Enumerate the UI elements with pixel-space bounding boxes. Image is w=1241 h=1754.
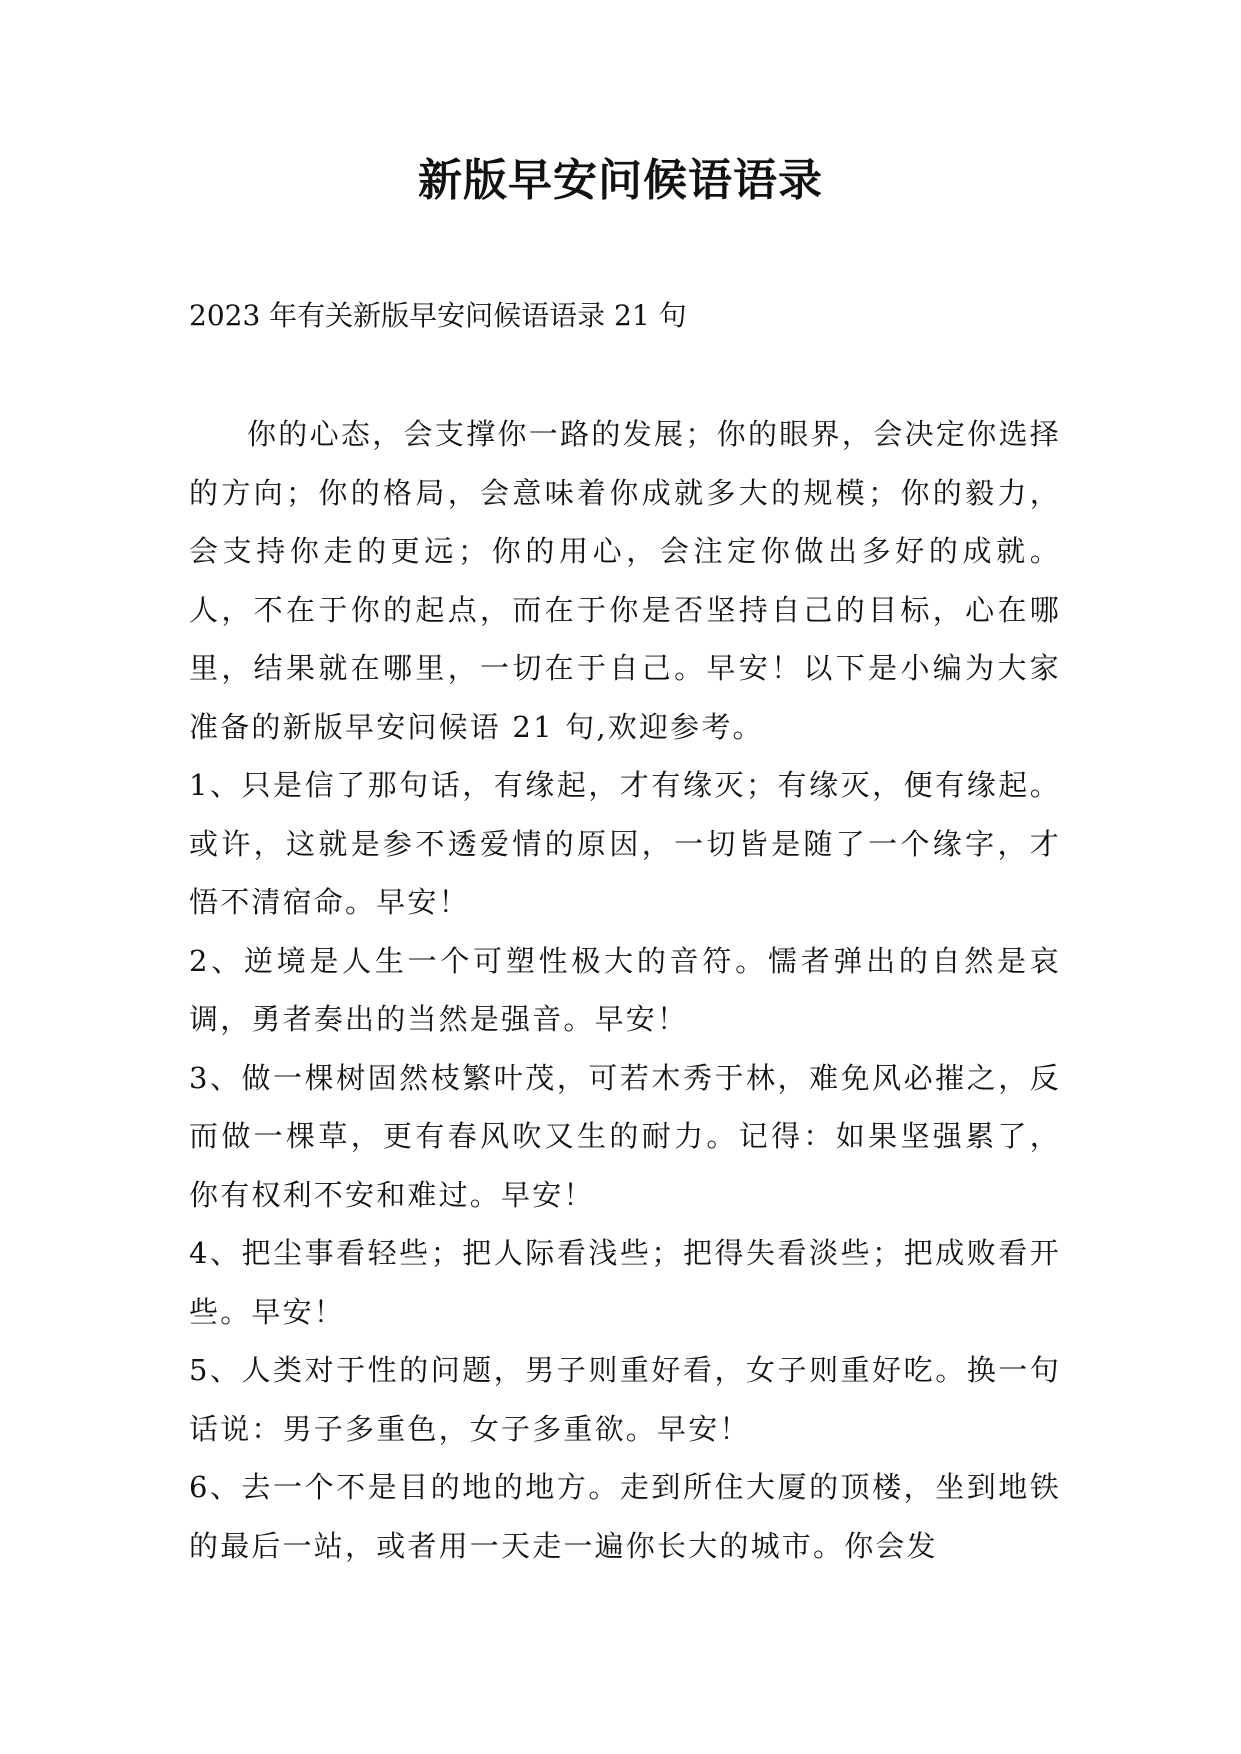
- quote-item-3: 3、做一棵树固然枝繁叶茂，可若木秀于林，难免风必摧之，反而做一棵草，更有春风吹又生的耐力。记得：如果坚强累了，你有权利不安和难过。早安！: [189, 1060, 1061, 1212]
- quote-item-4: 4、把尘事看轻些；把人际看浅些；把得失看淡些；把成败看开些。早安！: [189, 1236, 1061, 1329]
- document-title: 新版早安问候语语录: [418, 155, 823, 206]
- quote-item-2: 2、逆境是人生一个可塑性极大的音符。懦者弹出的自然是哀调，勇者奏出的当然是强音。早安！: [189, 943, 1061, 1036]
- document-body: [189, 405, 1061, 1575]
- intro-paragraph: 你的心态，会支撑你一路的发展；你的眼界，会决定你选择的方向；你的格局，会意味着你成就多大的规模；你的毅力，会支持你走的更远；你的用心，会注定你做出多好的成就。人，不在于你的起点，而在于你是否坚持自己的目标，心在哪里，结果就在哪里，一切在于自己。早安！以下是小编为大家准备的新版早安问候语 21 句,欢迎参考。: [189, 417, 1061, 744]
- quote-item-1: 1、只是信了那句话，有缘起，才有缘灭；有缘灭，便有缘起。或许，这就是参不透爱情的原因，一切皆是随了一个缘字，才悟不清宿命。早安！: [189, 768, 1061, 919]
- quote-item-6: 6、去一个不是目的地的地方。走到所住大厦的顶楼，坐到地铁的最后一站，或者用一天走一遍你长大的城市。你会发: [189, 1470, 1061, 1563]
- quote-item-5: 5、人类对于性的问题，男子则重好看，女子则重好吃。换一句话说：男子多重色，女子多重欲。早安！: [189, 1353, 1061, 1446]
- document-subtitle: 2023 年有关新版早安问候语语录 21 句: [189, 299, 687, 332]
